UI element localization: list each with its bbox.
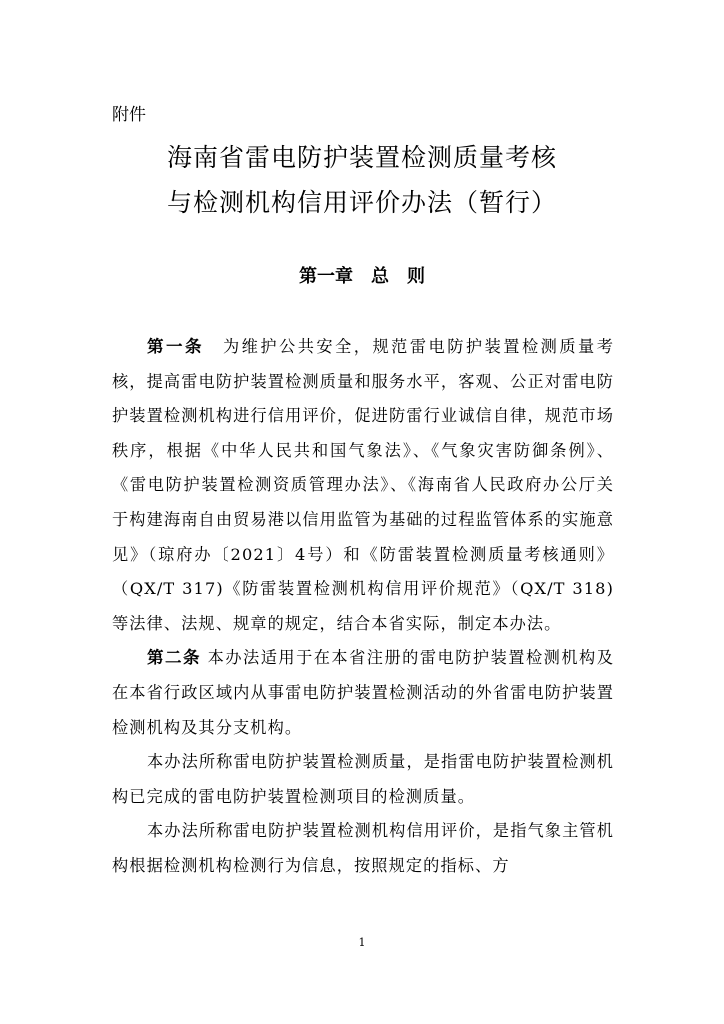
credit-evaluation-definition-paragraph — [112, 814, 614, 883]
article-1-number: 第一条 — [147, 337, 223, 356]
article-2-paragraph — [112, 641, 614, 745]
page-number: 1 — [358, 936, 366, 949]
attachment-label: 附件 — [112, 105, 146, 125]
chapter-heading: 第一章 总 则 — [299, 266, 425, 287]
article-2-text: 本办法适用于在本省注册的雷电防护装置检测机构及在本省行政区域内从事雷电防护装置检测活动的外省雷电防护装置检测机构及其分支机构。 — [112, 648, 614, 737]
article-2-number: 第二条 — [147, 648, 201, 668]
detection-quality-definition-text: 本办法所称雷电防护装置检测质量，是指雷电防护装置检测机构已完成的雷电防护装置检测项目的检测质量。 — [112, 752, 614, 806]
detection-quality-definition-paragraph — [112, 745, 614, 814]
article-1-paragraph — [112, 330, 614, 641]
credit-evaluation-definition-text: 本办法所称雷电防护装置检测机构信用评价，是指气象主管机构根据检测机构检测行为信息，按照规定的指标、方 — [112, 821, 614, 875]
document-title-line-2: 与检测机构信用评价办法（暂行） — [166, 188, 557, 217]
article-1-text: 为维护公共安全，规范雷电防护装置检测质量考核，提高雷电防护装置检测质量和服务水平，客观、公正对雷电防护装置检测机构进行信用评价，促进防雷行业诚信自律，规范市场秩序，根据《中华人民共和国气象法》、《气象灾害防御条例》、《雷电防护装置检测资质管理办法》、《海南省人民政府办公厅关于构建海南自由贸易港以信用监管为基础的过程监管体系的实施意见》（琼府办〔2021〕4号）和《防雷装置检测质量考核通则》（QX/T 317)《防雷装置检测机构信用评价规范》（QX/T 318)等法律、法规、规章的规定，结合本省实际，制定本办法。 — [112, 337, 614, 633]
document-body — [112, 330, 614, 884]
document-title-line-1: 海南省雷电防护装置检测质量考核 — [166, 143, 557, 172]
